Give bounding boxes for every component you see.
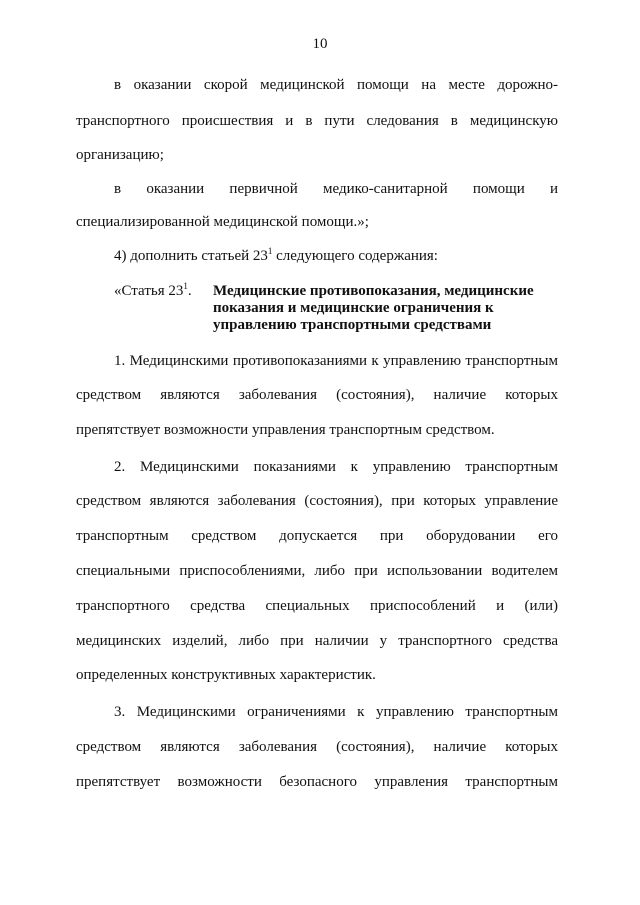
p2-line-5: транспортного средства специальных приспособлений и (или) — [76, 598, 558, 614]
block1-line-3: организацию; — [76, 147, 164, 163]
block2-line-1: в оказании первичной медико-санитарной помощи и — [114, 181, 558, 197]
article-label-text: «Статья 23 — [114, 283, 184, 299]
block2-line-2: специализированной медицинской помощи.»; — [76, 214, 369, 230]
block1-line-2: транспортного происшествия и в пути следования в медицинскую — [76, 113, 558, 129]
item-4-text-after: следующего содержания: — [272, 248, 438, 264]
p3-line-1: 3. Медицинскими ограничениями к управлению транспортным — [114, 704, 558, 720]
p2-line-1: 2. Медицинскими показаниями к управлению транспортным — [114, 459, 558, 475]
item-4-text: 4) дополнить статьей 23 — [114, 248, 268, 264]
p2-line-7: определенных конструктивных характеристик. — [76, 667, 376, 683]
article-label-dot: . — [187, 283, 192, 299]
p2-line-2: средством являются заболевания (состояния), при которых управление — [76, 493, 558, 509]
p2-line-4: специальными приспособлениями, либо при использовании водителем — [76, 563, 558, 579]
p1-line-3: препятствует возможности управления транспортным средством. — [76, 422, 495, 438]
block1-line-1: в оказании скорой медицинской помощи на месте дорожно- — [114, 77, 558, 93]
item-4-sup: 1 — [267, 246, 273, 256]
p1-line-1: 1. Медицинскими противопоказаниями к управлению транспортным — [114, 353, 558, 369]
item-4-line — [114, 247, 438, 265]
article-title: Медицинские противопоказания, медицинские показания и медицинские ограничения к управлению транспортными средствами — [213, 283, 534, 333]
p3-line-2: средством являются заболевания (состояния), наличие которых — [76, 739, 558, 755]
article-label — [114, 283, 192, 300]
page-number: 10 — [312, 36, 328, 52]
p3-line-3: препятствует возможности безопасного управления транспортным — [76, 774, 558, 790]
p2-line-6: медицинских изделий, либо при наличии у транспортного средства — [76, 633, 558, 649]
article-label-sup: 1 — [183, 281, 188, 291]
p2-line-3: транспортным средством допускается при оборудовании его — [76, 528, 558, 544]
p1-line-2: средством являются заболевания (состояния), наличие которых — [76, 387, 558, 403]
